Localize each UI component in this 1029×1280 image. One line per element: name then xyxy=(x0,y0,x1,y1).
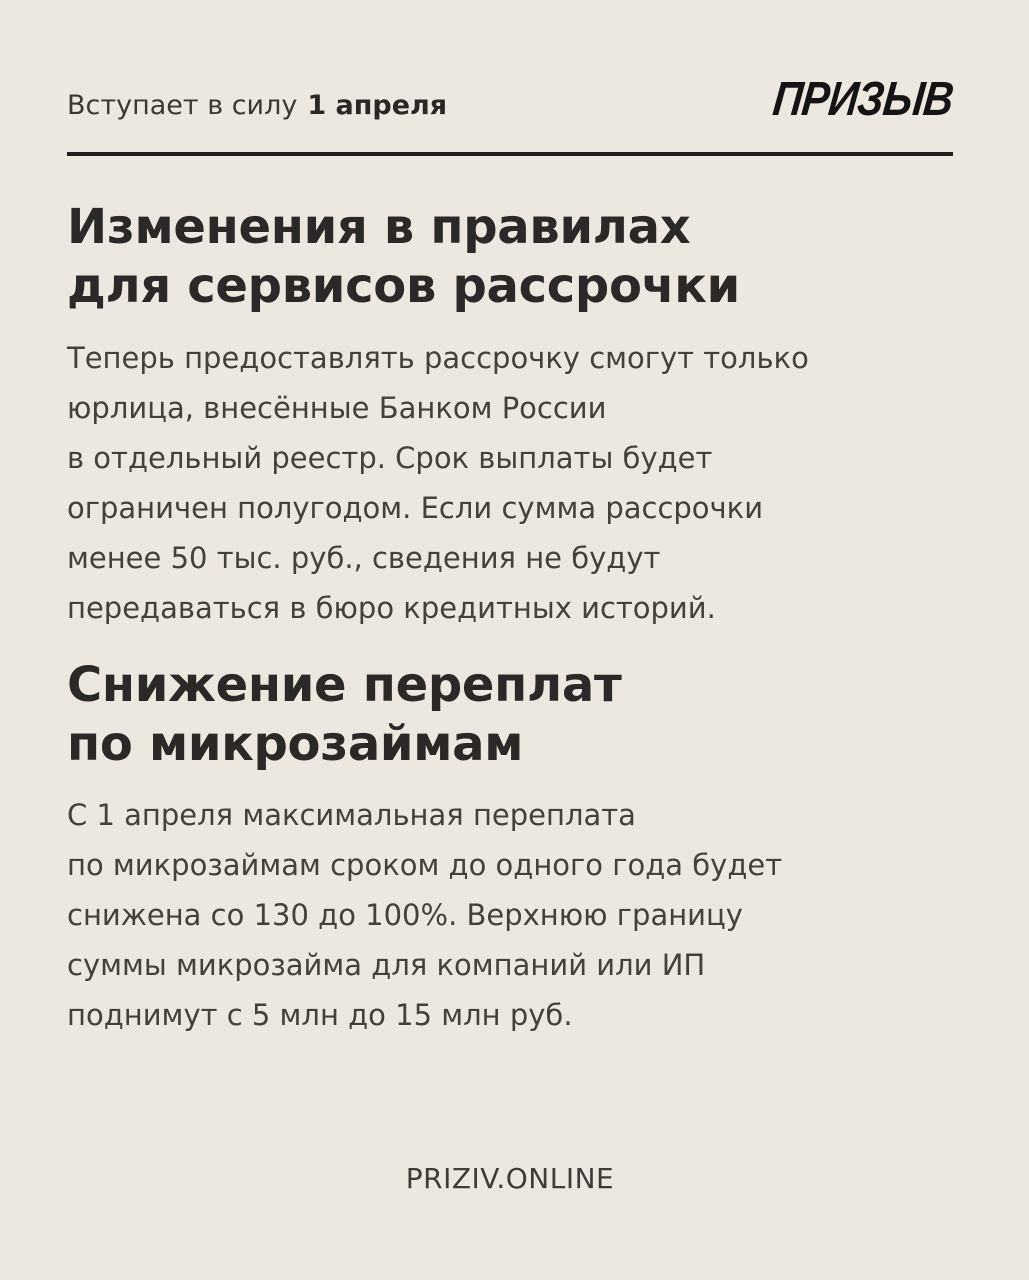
priziv-logo: ПРИЗЫВ xyxy=(770,73,956,126)
article-card xyxy=(67,0,956,1280)
section-body-installments: Теперь предоставлять рассрочку смогут только юрлица, внесённые Банком России в отдельный реестр. Срок выплаты будет ограничен полугодом. Если сумма рассрочки менее 50 тыс. руб., сведения не будут передаваться в бюро кредитных историй. xyxy=(67,341,809,625)
footer-site: PRIZIV.ONLINE xyxy=(405,1162,615,1195)
effective-label: Вступает в силу xyxy=(67,90,298,121)
section-title-installments: Изменения в правилах для сервисов рассрочки xyxy=(67,199,740,314)
effective-date: 1 апреля xyxy=(307,90,448,121)
header-divider xyxy=(67,152,953,156)
effective-date-line xyxy=(67,90,447,121)
section-body-microloans: С 1 апреля максимальная переплата по микрозаймам сроком до одного года будет снижена со 130 до 100%. Верхнюю границу суммы микрозайма для компаний или ИП поднимут с 5 млн до 15 млн руб. xyxy=(67,798,783,1032)
section-title-microloans: Снижение переплат по микрозаймам xyxy=(67,657,622,772)
header xyxy=(67,72,956,142)
